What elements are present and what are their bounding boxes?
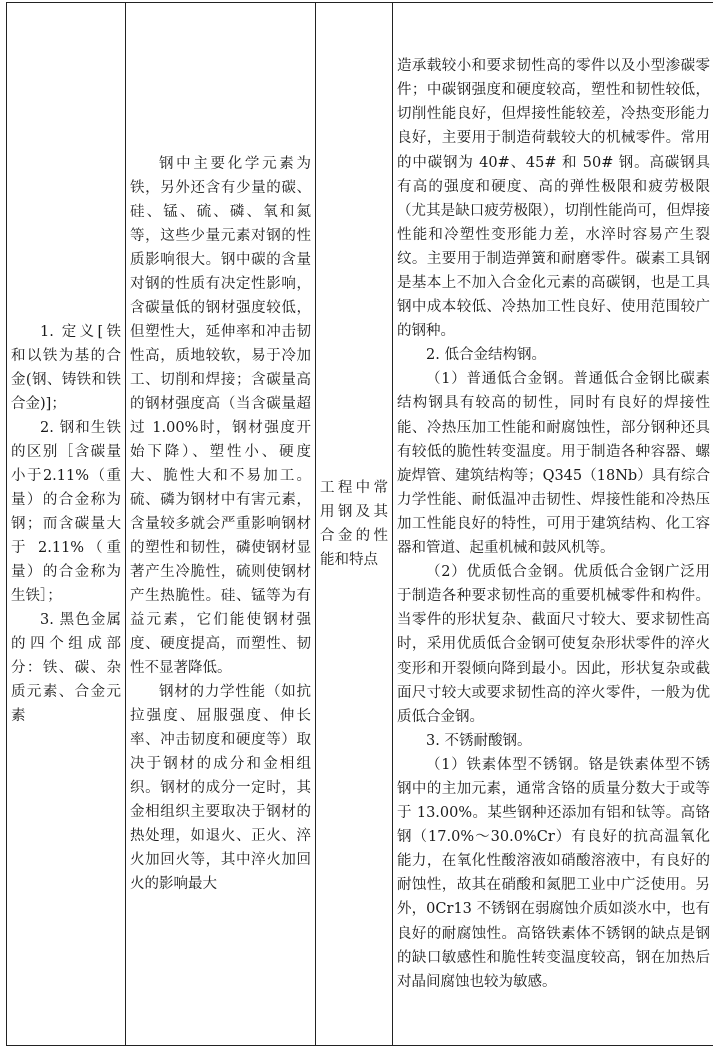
details-paragraph: （2）优质低合金钢。优质低合金钢广泛用于制造各种要求韧性高的重要机械零件和构件。当零件的形状复杂、截面尺寸较大、要求韧性高时，采用优质低合金钢可使复杂形状零件的淬火变形和开裂倾向降到最小。因此，形状复杂或截面尺寸较大或要求韧性高的淬火零件，一般为优质低合金钢。 <box>397 564 710 725</box>
definition-item: 3. 黑色金属的四个组成部分：铁、碳、杂质元素、合金元素 <box>11 612 121 724</box>
details-heading: 2. 低合金结构钢。 <box>426 347 546 364</box>
details-paragraph: 造承载较小和要求韧性高的零件以及小型渗碳零件；中碳钢强度和硬度较高，塑性和韧性较低，切削性能良好，但焊接性能较差，冷热变形能力良好，主要用于制造荷载较大的机械零件。常用的中碳钢为 40#、45# 和 50# 钢。高碳钢具有高的强度和硬度、高的弹性极限和疲劳极限（尤其是缺口疲劳极限），切削性能尚可，但焊接性能和冷塑性变形能力差，水淬时容易产生裂纹。主要用于制造弹簧和耐磨零件。碳素工具钢是基本上不加入合金化元素的高碳钢，也是工具钢中成本较低、冷热加工性良好、使用范围较广的钢种。 <box>397 58 710 340</box>
topic-label: 工程中常用钢及其合金的性能和特点 <box>320 480 388 568</box>
content-table <box>6 2 713 1046</box>
composition-paragraph: 钢材的力学性能（如抗拉强度、屈服强度、伸长率、冲击韧度和硬度等）取决于钢材的成分和金相组织。钢材的成分一定时，其金相组织主要取决于钢材的热处理，如退火、正火、淬火加回火等，其中淬火加回火的影响最大 <box>130 684 311 892</box>
topic-label-cell <box>316 3 393 1046</box>
table-row <box>7 3 713 1046</box>
details-paragraph: （1）普通低合金钢。普通低合金钢比碳素结构钢具有较高的韧性，同时有良好的焊接性能、冷热压加工性能和耐腐蚀性，部分钢种还具有较低的脆性转变温度。用于制造各种容器、螺旋焊管、建筑结构等；Q345（18Nb）具有综合力学性能、耐低温冲击韧性、焊接性能和冷热压加工性能良好的特性，可用于建筑结构、化工容器和管道、起重机械和鼓风机等。 <box>397 371 710 557</box>
definition-item: 2. 钢和生铁的区别［含碳量小于2.11%（重量）的合金称为钢；而含碳量大于 2.11%（重量）的合金称为生铁］； <box>11 420 121 604</box>
composition-paragraph: 钢中主要化学元素为铁，另外还含有少量的碳、硅、锰、硫、磷、氧和氮等，这些少量元素对钢的性质影响很大。钢中碳的含量对钢的性质有决定性影响，含碳量低的钢材强度较低，但塑性大，延伸率和冲击韧性高，质地较软，易于冷加工、切削和焊接；含碳量高的钢材强度高（当含碳量超过 1.00%时，钢材强度开始下降）、塑性小、硬度大、脆性大和不易加工。硫、磷为钢材中有害元素，含量较多就会严重影响钢材的塑性和韧性，磷使钢材显著产生冷脆性，硫则使钢材产生热脆性。硅、锰等为有益元素，它们能使钢材强度、硬度提高，而塑性、韧性不显著降低。 <box>130 156 311 676</box>
details-cell <box>393 3 713 1046</box>
definition-cell <box>7 3 126 1046</box>
details-heading: 3. 不锈耐酸钢。 <box>426 732 532 749</box>
definition-item: 1. 定义[铁和以铁为基的合金(钢、铸铁和铁合金)]； <box>11 324 121 412</box>
composition-cell <box>126 3 316 1046</box>
details-paragraph: （1）铁素体型不锈钢。铬是铁素体型不锈钢中的主加元素，通常含铬的质量分数大于或等于 13.00%。某些钢种还添加有铝和钛等。高铬钢（17.0%～30.0%Cr）有良好的抗高温氧化能力，在氧化性酸溶液如硝酸溶液中，有良好的耐蚀性，故其在硝酸和氮肥工业中广泛使用。另外，0Cr13 不锈钢在弱腐蚀介质如淡水中，也有良好的耐腐蚀性。高铬铁素体不锈钢的缺点是钢的缺口敏感性和脆性转变温度较高，钢在加热后对晶间腐蚀也较为敏感。 <box>397 756 710 990</box>
